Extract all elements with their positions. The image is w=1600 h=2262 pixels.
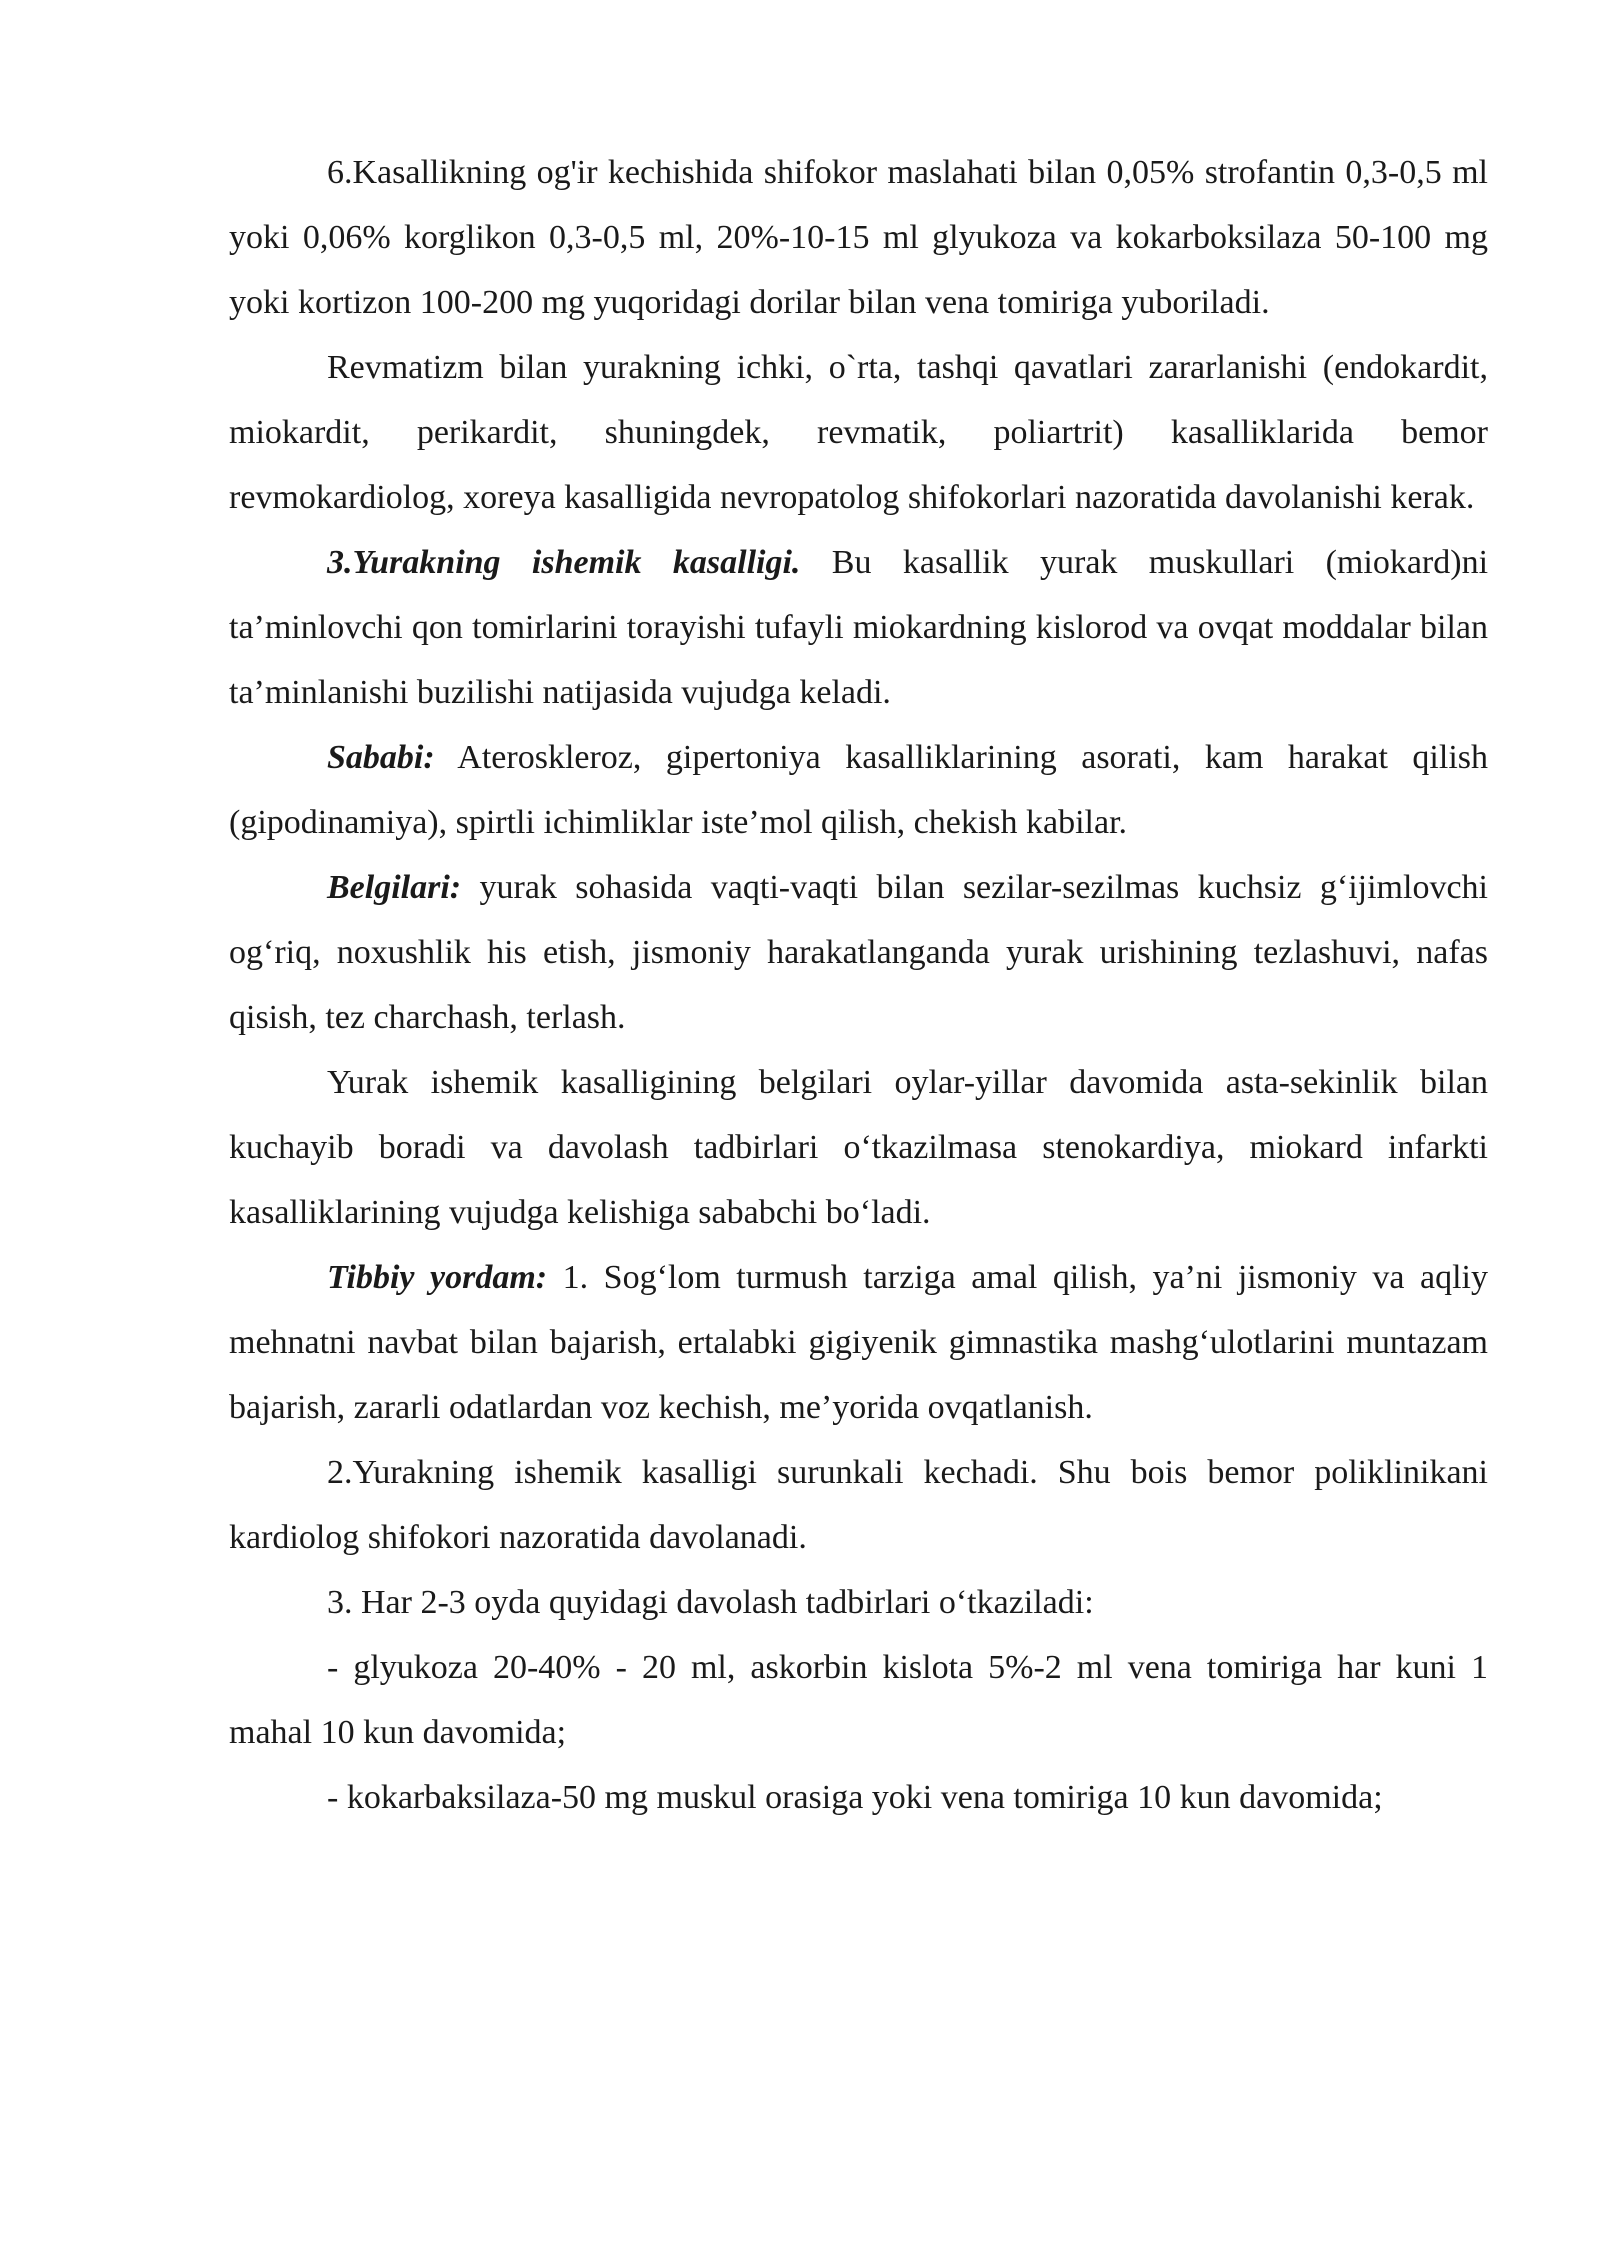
document-page — [229, 140, 1488, 1830]
symptoms-label: Belgilari: — [327, 869, 462, 906]
paragraph-treatment-schedule — [229, 1570, 1488, 1635]
paragraph-text: 6.Kasallikning og'ir kechishida shifokor maslahati bilan 0,05% strofantin 0,3-0,5 ml yoki 0,06% korglikon 0,3-0,5 ml, 20%-10-15 ml glyukoza va kokarboksilaza 50-100 mg yoki kortizon 100-200 mg yuqoridagi dorilar bilan vena tomiriga yuboriladi. — [229, 154, 1488, 321]
paragraph-text: Bu kasallik yurak muskullari (miokard)ni ta’minlovchi qon tomirlarini torayishi tufayli miokardning kislorod va ovqat moddalar bilan ta’minlanishi buzilishi natijasida vujudga keladi. — [229, 544, 1489, 711]
paragraph-progression — [229, 1050, 1488, 1245]
paragraph-text: Revmatizm bilan yurakning ichki, o`rta, tashqi qavatlari zararlanishi (endokardit, miokardit, perikardit, shuningdek, revmatik, poliartrit) kasalliklarida bemor revmokardiolog, xoreya kasalligida nevropatolog shifokorlari nazoratida davolanishi kerak. — [229, 349, 1488, 516]
paragraph-chronic-course — [229, 1440, 1488, 1570]
causes-label: Sababi: — [327, 739, 435, 776]
paragraph-treatment-step-6 — [229, 140, 1488, 335]
paragraph-text: - glyukoza 20-40% - 20 ml, askorbin kislota 5%-2 ml vena tomiriga har kuni 1 mahal 10 kun davomida; — [229, 1649, 1488, 1751]
paragraph-symptoms — [229, 855, 1488, 1050]
paragraph-text: yurak sohasida vaqti-vaqti bilan sezilar-sezilmas kuchsiz g‘ijimlovchi og‘riq, noxushlik his etish, jismoniy harakatlanganda yurak urishining tezlashuvi, nafas qisish, tez charchash, terlash. — [229, 869, 1488, 1036]
section-heading: 3.Yurakning ishemik kasalligi. — [327, 544, 801, 581]
list-item-glucose — [229, 1635, 1488, 1765]
paragraph-causes — [229, 725, 1488, 855]
paragraph-ischemic-disease-heading — [229, 530, 1488, 725]
paragraph-text: 3. Har 2-3 oyda quyidagi davolash tadbirlari o‘tkaziladi: — [327, 1584, 1094, 1621]
paragraph-text: - kokarbaksilaza-50 mg muskul orasiga yoki vena tomiriga 10 kun davomida; — [327, 1779, 1383, 1816]
paragraph-text: 2.Yurakning ishemik kasalligi surunkali kechadi. Shu bois bemor poliklinikani kardiolog shifokori nazoratida davolanadi. — [229, 1454, 1488, 1556]
paragraph-text: Ateroskleroz, gipertoniya kasalliklarining asorati, kam harakat qilish (gipodinamiya), spirtli ichimliklar iste’mol qilish, chekish kabilar. — [229, 739, 1488, 841]
list-item-cocarboxylase — [229, 1765, 1488, 1830]
paragraph-text: Yurak ishemik kasalligining belgilari oylar-yillar davomida asta-sekinlik bilan kuchayib boradi va davolash tadbirlari o‘tkazilmasa stenokardiya, miokard infarkti kasalliklarining vujudga kelishiga sababchi bo‘ladi. — [229, 1064, 1488, 1231]
paragraph-medical-aid — [229, 1245, 1488, 1440]
paragraph-rheumatism — [229, 335, 1488, 530]
paragraph-text: 1. Sog‘lom turmush tarziga amal qilish, ya’ni jismoniy va aqliy mehnatni navbat bilan bajarish, ertalabki gigiyenik gimnastika mashg‘ulotlarini muntazam bajarish, zararli odatlardan voz kechish, me’yorida ovqatlanish. — [229, 1259, 1488, 1426]
medical-aid-label: Tibbiy yordam: — [327, 1259, 548, 1296]
